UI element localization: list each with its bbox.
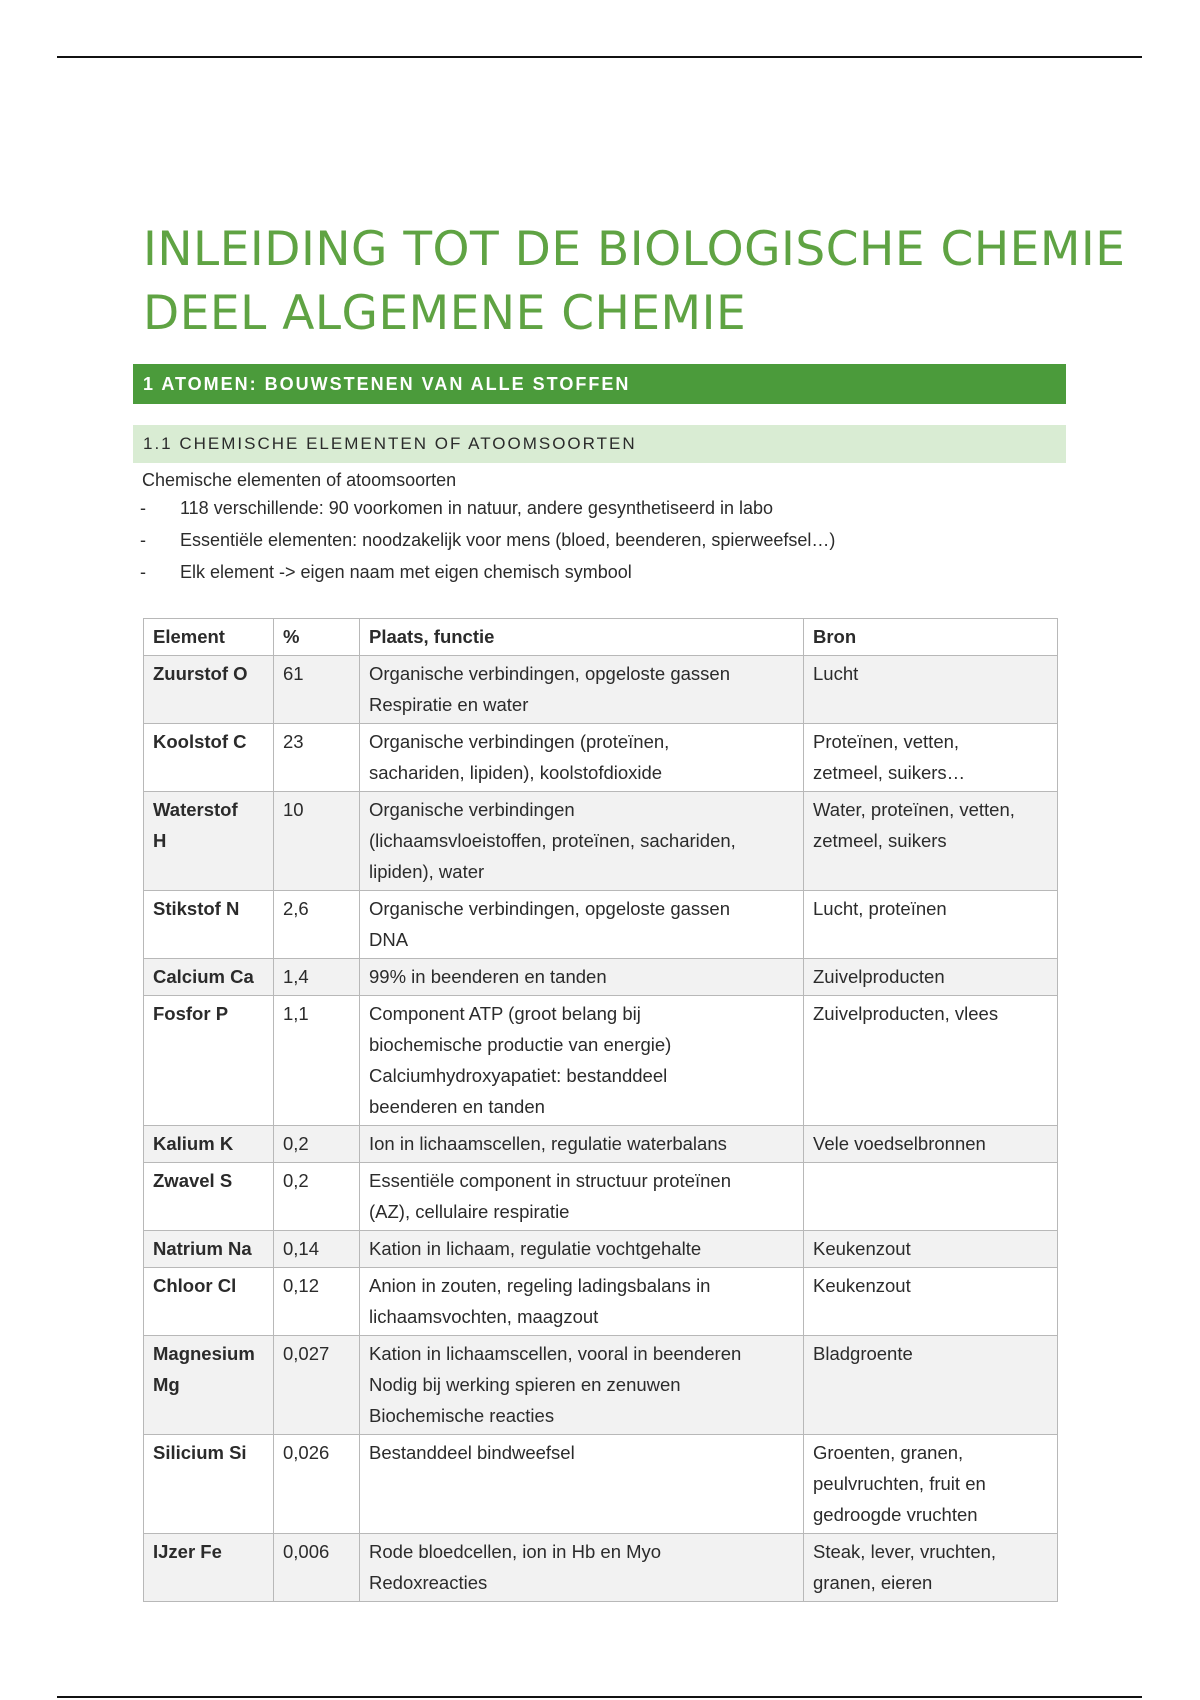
cell-function-line: Calciumhydroxyapatiet: bestanddeel <box>369 1065 668 1086</box>
title-line-2: DEEL ALGEMENE CHEMIE <box>143 286 747 341</box>
cell-function-line: Ion in lichaamscellen, regulatie waterbalans <box>369 1133 727 1154</box>
cell-source-line: Keukenzout <box>813 1238 911 1259</box>
cell-function-line: Nodig bij werking spieren en zenuwen <box>369 1374 681 1395</box>
cell-function <box>360 1336 804 1435</box>
cell-percent: 0,006 <box>274 1534 360 1602</box>
cell-source <box>804 891 1058 959</box>
bottom-rule <box>57 1696 1142 1698</box>
cell-source-line: granen, eieren <box>813 1572 933 1593</box>
bullet-text: Elk element -> eigen naam met eigen chemisch symbool <box>180 561 632 582</box>
table-row <box>144 1534 1058 1602</box>
cell-element-line: Magnesium <box>153 1343 255 1364</box>
cell-function-line: Kation in lichaamscellen, vooral in beenderen <box>369 1343 742 1364</box>
cell-source <box>804 792 1058 891</box>
cell-function-line: Organische verbindingen, opgeloste gassen <box>369 663 730 684</box>
cell-function <box>360 1268 804 1336</box>
cell-source <box>804 1336 1058 1435</box>
cell-percent: 0,026 <box>274 1435 360 1534</box>
table-row <box>144 724 1058 792</box>
cell-function <box>360 1163 804 1231</box>
subsection-heading: 1.1 CHEMISCHE ELEMENTEN OF ATOOMSOORTEN <box>133 425 1066 463</box>
cell-element <box>144 792 274 891</box>
cell-element <box>144 996 274 1126</box>
cell-source <box>804 656 1058 724</box>
cell-function-line: Bestanddeel bindweefsel <box>369 1442 575 1463</box>
cell-source-line: zetmeel, suikers… <box>813 762 966 783</box>
table-header-row <box>144 619 1058 656</box>
cell-element-line: Calcium Ca <box>153 966 254 987</box>
table-row <box>144 1336 1058 1435</box>
cell-function-line: Organische verbindingen <box>369 799 575 820</box>
cell-source-line: Water, proteïnen, vetten, <box>813 799 1015 820</box>
cell-source <box>804 1163 1058 1231</box>
cell-element-line: Chloor Cl <box>153 1275 237 1296</box>
cell-source-line: Keukenzout <box>813 1275 911 1296</box>
cell-percent: 23 <box>274 724 360 792</box>
cell-element-line: Mg <box>153 1374 180 1395</box>
cell-function <box>360 1231 804 1268</box>
cell-function-line: beenderen en tanden <box>369 1096 545 1117</box>
cell-function-line: Redoxreacties <box>369 1572 488 1593</box>
cell-element-line: Fosfor P <box>153 1003 229 1024</box>
cell-source <box>804 1231 1058 1268</box>
bullet-text: 118 verschillende: 90 voorkomen in natuur, andere gesynthetiseerd in labo <box>180 497 774 518</box>
top-rule <box>57 56 1142 58</box>
cell-percent: 1,4 <box>274 959 360 996</box>
cell-function-line: Anion in zouten, regeling ladingsbalans in <box>369 1275 711 1296</box>
cell-source <box>804 959 1058 996</box>
table-row <box>144 1231 1058 1268</box>
table-row <box>144 1163 1058 1231</box>
cell-percent: 0,12 <box>274 1268 360 1336</box>
cell-percent: 0,2 <box>274 1163 360 1231</box>
cell-element <box>144 1231 274 1268</box>
cell-function-line: Rode bloedcellen, ion in Hb en Myo <box>369 1541 662 1562</box>
cell-source <box>804 1268 1058 1336</box>
cell-element <box>144 1163 274 1231</box>
table-row <box>144 792 1058 891</box>
cell-function-line: lichaamsvochten, maagzout <box>369 1306 599 1327</box>
cell-function <box>360 1534 804 1602</box>
elements-table <box>143 618 1058 1602</box>
header-source: Bron <box>804 619 1058 656</box>
cell-source-line: Bladgroente <box>813 1343 913 1364</box>
bullet-marker: - <box>140 561 146 582</box>
cell-element <box>144 1126 274 1163</box>
cell-element-line: Zwavel S <box>153 1170 233 1191</box>
bullet-marker: - <box>140 529 146 550</box>
bullet-text: Essentiële elementen: noodzakelijk voor mens (bloed, beenderen, spierweefsel…) <box>180 529 836 550</box>
table-row <box>144 1268 1058 1336</box>
cell-source-line: Vele voedselbronnen <box>813 1133 986 1154</box>
header-function: Plaats, functie <box>360 619 804 656</box>
bullet-list <box>140 492 835 588</box>
cell-function-line: sachariden, lipiden), koolstofdioxide <box>369 762 663 783</box>
cell-source-line: peulvruchten, fruit en <box>813 1473 986 1494</box>
cell-source <box>804 724 1058 792</box>
cell-function-line: (lichaamsvloeistoffen, proteïnen, sachariden, <box>369 830 736 851</box>
cell-percent: 0,2 <box>274 1126 360 1163</box>
cell-function <box>360 996 804 1126</box>
cell-element <box>144 1336 274 1435</box>
cell-source <box>804 1534 1058 1602</box>
table-row <box>144 1435 1058 1534</box>
cell-element-line: Stikstof N <box>153 898 240 919</box>
table-row <box>144 656 1058 724</box>
cell-function-line: Organische verbindingen (proteïnen, <box>369 731 670 752</box>
table-row <box>144 1126 1058 1163</box>
cell-element-line: H <box>153 830 167 851</box>
cell-source <box>804 996 1058 1126</box>
cell-function-line: Organische verbindingen, opgeloste gassen <box>369 898 730 919</box>
cell-percent: 61 <box>274 656 360 724</box>
cell-source-line: Steak, lever, vruchten, <box>813 1541 997 1562</box>
cell-function-line: Respiratie en water <box>369 694 529 715</box>
cell-function <box>360 724 804 792</box>
cell-function <box>360 792 804 891</box>
cell-function-line: Biochemische reacties <box>369 1405 555 1426</box>
table-row <box>144 891 1058 959</box>
cell-function-line: 99% in beenderen en tanden <box>369 966 607 987</box>
list-item <box>140 524 835 556</box>
cell-function-line: Kation in lichaam, regulatie vochtgehalte <box>369 1238 702 1259</box>
cell-source-line: zetmeel, suikers <box>813 830 947 851</box>
cell-percent: 0,14 <box>274 1231 360 1268</box>
cell-element-line: Silicium Si <box>153 1442 247 1463</box>
bullet-marker: - <box>140 497 146 518</box>
document-title <box>143 218 1126 346</box>
cell-source-line: Groenten, granen, <box>813 1442 964 1463</box>
cell-source <box>804 1435 1058 1534</box>
cell-function <box>360 656 804 724</box>
cell-element <box>144 724 274 792</box>
cell-source-line: Zuivelproducten, vlees <box>813 1003 999 1024</box>
cell-element <box>144 959 274 996</box>
cell-function-line: DNA <box>369 929 409 950</box>
cell-element <box>144 656 274 724</box>
cell-percent: 0,027 <box>274 1336 360 1435</box>
table-row <box>144 959 1058 996</box>
cell-function-line: Component ATP (groot belang bij <box>369 1003 641 1024</box>
section-heading: 1 ATOMEN: BOUWSTENEN VAN ALLE STOFFEN <box>133 364 1066 404</box>
cell-source-line: Proteïnen, vetten, <box>813 731 960 752</box>
cell-function-line: (AZ), cellulaire respiratie <box>369 1201 570 1222</box>
cell-element-line: Natrium Na <box>153 1238 252 1259</box>
cell-source-line: Zuivelproducten <box>813 966 945 987</box>
cell-element <box>144 1268 274 1336</box>
table-row <box>144 996 1058 1126</box>
cell-function-line: Essentiële component in structuur proteïnen <box>369 1170 731 1191</box>
cell-function-line: biochemische productie van energie) <box>369 1034 672 1055</box>
cell-function <box>360 1435 804 1534</box>
cell-element-line: Zuurstof O <box>153 663 248 684</box>
cell-source <box>804 1126 1058 1163</box>
cell-element <box>144 1534 274 1602</box>
intro-text: Chemische elementen of atoomsoorten <box>142 470 457 490</box>
cell-element-line: IJzer Fe <box>153 1541 222 1562</box>
title-line-1: INLEIDING TOT DE BIOLOGISCHE CHEMIE <box>143 222 1126 277</box>
cell-function <box>360 959 804 996</box>
list-item <box>140 556 835 588</box>
header-element: Element <box>144 619 274 656</box>
cell-function <box>360 1126 804 1163</box>
cell-element-line: Waterstof <box>153 799 238 820</box>
list-item <box>140 492 835 524</box>
cell-function <box>360 891 804 959</box>
header-percent: % <box>274 619 360 656</box>
cell-element-line: Koolstof C <box>153 731 247 752</box>
cell-source-line: gedroogde vruchten <box>813 1504 978 1525</box>
cell-element <box>144 891 274 959</box>
cell-function-line: lipiden), water <box>369 861 485 882</box>
cell-source-line: Lucht, proteïnen <box>813 898 947 919</box>
cell-element <box>144 1435 274 1534</box>
cell-percent: 10 <box>274 792 360 891</box>
cell-percent: 2,6 <box>274 891 360 959</box>
cell-element-line: Kalium K <box>153 1133 234 1154</box>
cell-percent: 1,1 <box>274 996 360 1126</box>
cell-source-line: Lucht <box>813 663 859 684</box>
